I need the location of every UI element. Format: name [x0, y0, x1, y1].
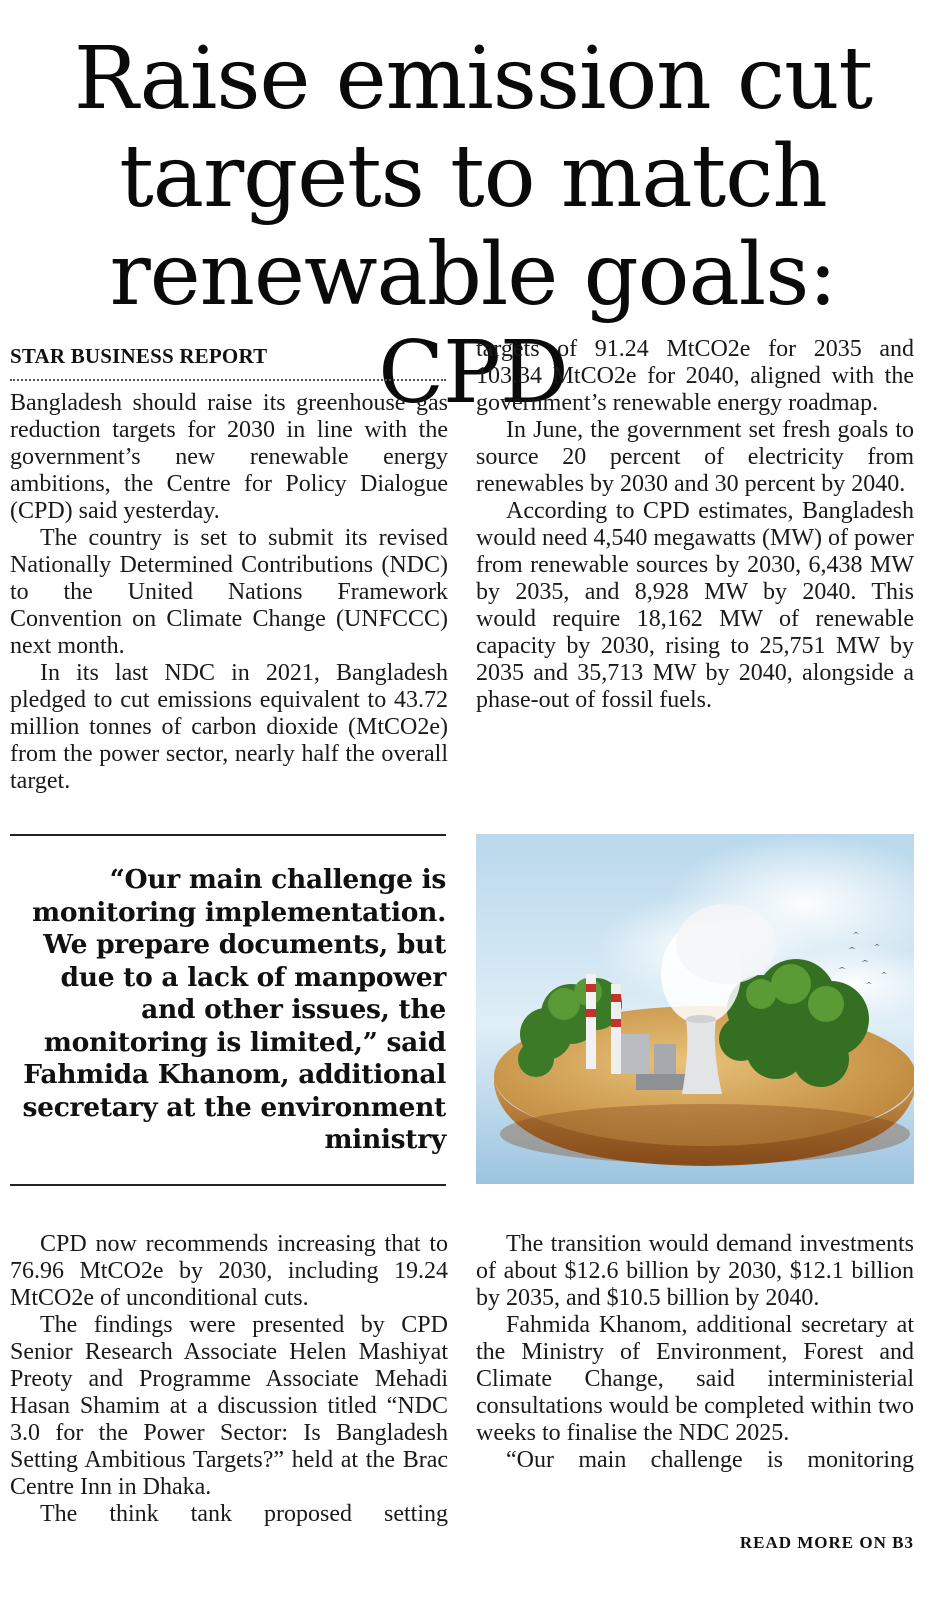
pull-quote: “Our main challenge is monitoring implementation. We prepare documents, but due to a lack of manpower and other issues, the monitoring is limited,” said Fahmida Khanom, additional secretary at the environment ministry [22, 864, 446, 1155]
paragraph: In its last NDC in 2021, Bangladesh pledged to cut emissions equivalent to 43.72 million tonnes of carbon dioxide (MtCO2e) from the power sector, nearly half the overall target. [10, 660, 448, 794]
article-column-top-right [476, 336, 914, 714]
paragraph: The transition would demand investments of about $12.6 billion by 2030, $12.1 billion by 2035, and $10.5 billion by 2040. [476, 1231, 914, 1311]
article-column-bottom-left [10, 1231, 448, 1528]
paragraph: Bangladesh should raise its greenhouse gas reduction targets for 2030 in line with the government’s new renewable energy ambitions, the Centre for Policy Dialogue (CPD) said yesterday. [10, 390, 448, 524]
paragraph: The think tank proposed setting [40, 1501, 448, 1527]
quote-top-rule [10, 834, 446, 836]
quote-bottom-rule [10, 1184, 446, 1186]
article-column-top-left [10, 390, 448, 795]
paragraph: The country is set to submit its revised Nationally Determined Contributions (NDC) to the United Nations Framework Convention on Climate Change (UNFCCC) next month. [10, 525, 448, 659]
paragraph: “Our main challenge is monitoring [506, 1447, 914, 1473]
paragraph: targets of 91.24 MtCO2e for 2035 and 103.34 MtCO2e for 2040, aligned with the government’s renewable energy roadmap. [476, 336, 914, 416]
paragraph: According to CPD estimates, Bangladesh would need 4,540 megawatts (MW) of power from renewable sources by 2030, 6,438 MW by 2035, and 8,928 MW by 2040. This would require 18,162 MW of renewable capacity by 2030, rising to 25,751 MW by 2035 and 35,713 MW by 2040, alongside a phase-out of fossil fuels. [476, 498, 914, 713]
article-column-bottom-right [476, 1231, 914, 1474]
paragraph: The findings were presented by CPD Senior Research Associate Helen Mashiyat Preoty and Programme Associate Mehadi Hasan Shamim at a discussion titled “NDC 3.0 for the Power Sector: Is Bangladesh Setting Ambitious Targets?” held at the Brac Centre Inn in Dhaka. [10, 1312, 448, 1500]
paragraph: CPD now recommends increasing that to 76.96 MtCO2e by 2030, including 19.24 MtCO2e of unconditional cuts. [10, 1231, 448, 1311]
headline: Raise emission cut targets to match renewable goals: CPD [73, 29, 873, 423]
power-plant-island-photo [476, 834, 914, 1184]
paragraph: In June, the government set fresh goals to source 20 percent of electricity from renewables by 2030 and 30 percent by 2040. [476, 417, 914, 497]
byline: STAR BUSINESS REPORT [10, 344, 446, 381]
paragraph: Fahmida Khanom, additional secretary at the Ministry of Environment, Forest and Climate Change, said interministerial consultations would be completed within two weeks to finalise the NDC 2025. [476, 1312, 914, 1446]
read-more-link[interactable]: READ MORE ON B3 [739, 1533, 914, 1552]
